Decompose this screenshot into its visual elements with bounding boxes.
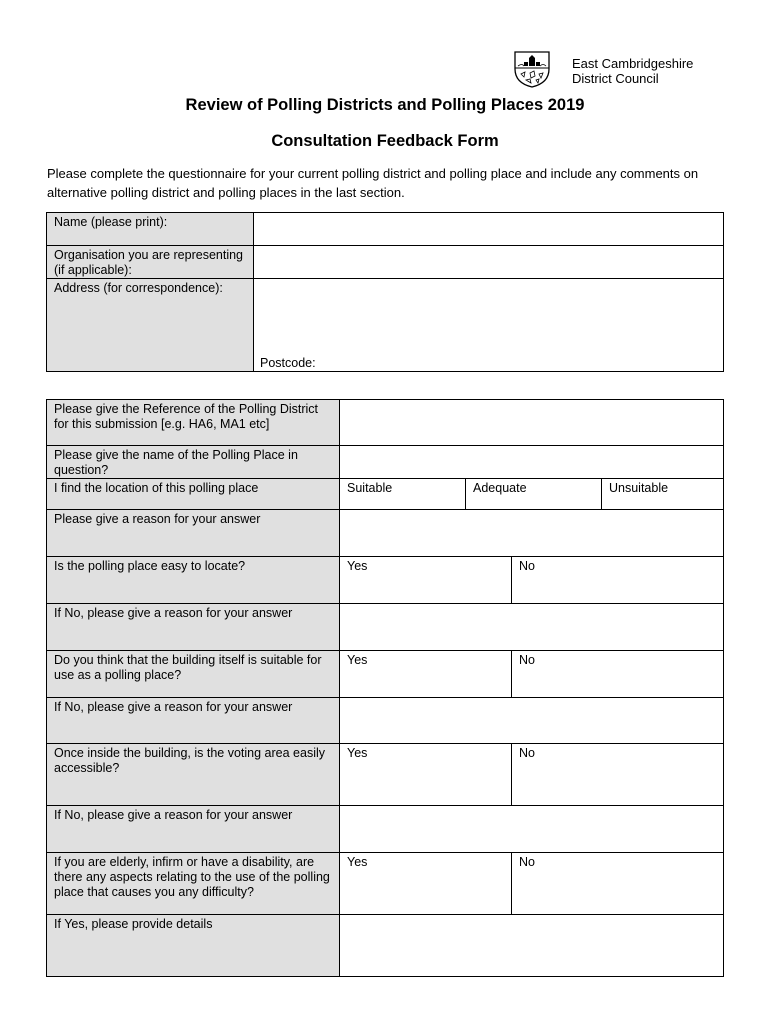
council-name-line2: District Council — [572, 71, 659, 86]
building-reason-field[interactable] — [340, 698, 724, 744]
voting-area-reason-field[interactable] — [340, 806, 724, 853]
location-option-suitable[interactable]: Suitable — [340, 479, 466, 510]
council-crest-icon — [512, 49, 552, 89]
reference-label: Please give the Reference of the Polling District for this submission [e.g. HA6, MA1 etc] — [47, 400, 340, 446]
address-field[interactable] — [254, 279, 724, 372]
disability-label: If you are elderly, infirm or have a disability, are there any aspects relating to the use of the polling place that causes you any difficulty? — [47, 853, 340, 915]
council-name-line1: East Cambridgeshire — [572, 56, 694, 71]
polling-place-questionnaire — [46, 399, 724, 977]
building-yes[interactable]: Yes — [340, 651, 512, 698]
disability-no[interactable]: No — [512, 853, 724, 915]
building-reason-label: If No, please give a reason for your answer — [47, 698, 340, 744]
disability-details-field[interactable] — [340, 915, 724, 977]
building-no[interactable]: No — [512, 651, 724, 698]
voting-area-reason-label: If No, please give a reason for your answer — [47, 806, 340, 853]
location-option-unsuitable[interactable]: Unsuitable — [602, 479, 724, 510]
location-reason-label: Please give a reason for your answer — [47, 510, 340, 557]
voting-area-label: Once inside the building, is the voting area easily accessible? — [47, 744, 340, 806]
reference-field[interactable] — [340, 400, 724, 446]
postcode-label: Postcode: — [260, 356, 316, 370]
easy-locate-reason-field[interactable] — [340, 604, 724, 651]
disability-yes[interactable]: Yes — [340, 853, 512, 915]
address-label: Address (for correspondence): — [47, 279, 254, 372]
name-label: Name (please print): — [47, 213, 254, 246]
page-title: Review of Polling Districts and Polling Places 2019 — [185, 96, 585, 114]
council-name — [572, 56, 693, 86]
easy-locate-label: Is the polling place easy to locate? — [47, 557, 340, 604]
location-option-adequate[interactable]: Adequate — [466, 479, 602, 510]
location-reason-field[interactable] — [340, 510, 724, 557]
location-label: I find the location of this polling place — [47, 479, 340, 510]
page-subtitle: Consultation Feedback Form — [271, 132, 499, 150]
voting-area-no[interactable]: No — [512, 744, 724, 806]
voting-area-yes[interactable]: Yes — [340, 744, 512, 806]
disability-details-label: If Yes, please provide details — [47, 915, 340, 977]
place-name-field[interactable] — [340, 446, 724, 479]
contact-details-table — [46, 212, 724, 372]
organisation-field[interactable] — [254, 246, 724, 279]
building-label: Do you think that the building itself is suitable for use as a polling place? — [47, 651, 340, 698]
place-name-label: Please give the name of the Polling Place in question? — [47, 446, 340, 479]
easy-locate-reason-label: If No, please give a reason for your answer — [47, 604, 340, 651]
name-field[interactable] — [254, 213, 724, 246]
intro-text: Please complete the questionnaire for your current polling district and polling place and include any comments on alternative polling district and polling places in the last section. — [47, 166, 699, 200]
easy-locate-no[interactable]: No — [512, 557, 724, 604]
organisation-label: Organisation you are representing (if applicable): — [47, 246, 254, 279]
easy-locate-yes[interactable]: Yes — [340, 557, 512, 604]
